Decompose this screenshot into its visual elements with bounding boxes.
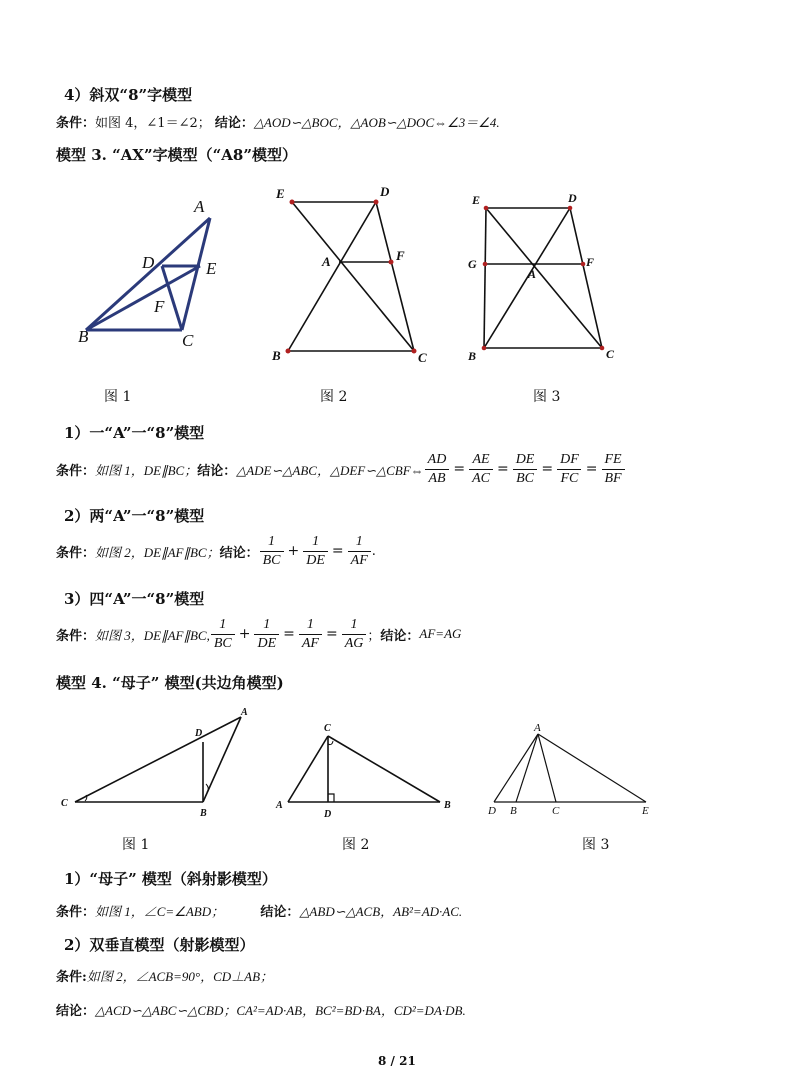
two-a-one-8-statement <box>56 530 376 572</box>
label-B: B <box>78 327 89 346</box>
condition-text: 如图 2，DE∥AF∥BC； <box>95 544 220 560</box>
label-C: C <box>552 805 560 817</box>
label-B: B <box>200 808 207 819</box>
fraction-ad-ab <box>425 451 450 488</box>
caption-figure-1: 图 1 <box>104 389 132 405</box>
page-number: 8 / 21 <box>378 1054 416 1068</box>
equals-sign: = <box>325 626 338 642</box>
label-D: D <box>142 253 155 272</box>
denominator: AC <box>469 469 493 488</box>
label-E: E <box>472 193 481 207</box>
denominator: AF <box>299 634 322 653</box>
one-a-one-8-statement <box>56 448 626 490</box>
fraction-1-bc <box>211 616 235 653</box>
label-B: B <box>510 805 517 817</box>
equals-sign: = <box>453 461 466 477</box>
label-G: G <box>468 257 477 271</box>
denominator: FC <box>557 469 581 488</box>
caption-figure-1: 图 1 <box>122 837 150 853</box>
heading-four-a-one-8: 3）四“A”一“8”模型 <box>64 590 205 608</box>
condition-text: 如图 1，DE∥BC； <box>95 462 198 478</box>
fraction-ae-ac <box>469 451 493 488</box>
caption-figure-3: 图 3 <box>533 389 561 405</box>
denominator: DE <box>303 551 328 570</box>
fraction-1-ag <box>342 616 367 653</box>
period: . <box>371 543 376 559</box>
numerator: 1 <box>312 533 320 549</box>
fraction-1-af <box>299 616 322 653</box>
equals-sign: = <box>331 543 344 559</box>
denominator: BC <box>513 469 537 488</box>
plus-sign: + <box>238 626 251 642</box>
label-A: A <box>322 254 331 269</box>
mother-child-statement <box>56 901 462 920</box>
numerator: 1 <box>350 616 358 632</box>
numerator: AE <box>472 451 490 467</box>
label-C: C <box>418 350 427 365</box>
caption-figure-2: 图 2 <box>320 389 348 405</box>
condition-label: 条件： <box>56 545 96 561</box>
double-perpendicular-condition <box>56 966 273 985</box>
heading-one-a-one-8: 1）一“A”一“8”模型 <box>64 424 205 442</box>
fraction-fe-bf <box>602 451 625 488</box>
numerator: FE <box>604 451 622 467</box>
condition-text: 如图 2，∠ACB=90°，CD⊥AB； <box>86 969 274 984</box>
numerator: DF <box>560 451 579 467</box>
label-D: D <box>380 184 390 199</box>
label-F: F <box>154 297 165 316</box>
label-F: F <box>396 248 405 263</box>
numerator: 1 <box>263 616 271 632</box>
model3-figure-2 <box>268 180 438 370</box>
label-A: A <box>276 800 283 811</box>
conclusion-label: 结论： <box>197 463 237 479</box>
label-E: E <box>206 259 217 278</box>
conclusion-label: 结论： <box>56 1004 96 1019</box>
condition-text: 如图 4，∠1＝∠2； <box>95 116 211 131</box>
denominator: BC <box>211 634 235 653</box>
denominator: AB <box>425 469 448 488</box>
label-D: D <box>488 805 496 817</box>
condition-label: 条件： <box>56 116 96 131</box>
model4-figure-1 <box>55 702 255 824</box>
fraction-1-de <box>303 533 328 570</box>
numerator: DE <box>515 451 535 467</box>
separator: ； <box>367 628 381 644</box>
conclusion-text: △ACD∽△ABC∽△CBD；CA²=AD·AB，BC²=BD·BA，CD²=DA·DB. <box>95 1003 466 1018</box>
heading-oblique-double-8: 4）斜双“8”字模型 <box>64 86 193 104</box>
fraction-1-af <box>348 533 371 570</box>
fraction-1-de <box>254 616 279 653</box>
conclusion-label: 结论： <box>260 905 300 920</box>
label-B: B <box>444 800 451 811</box>
conclusion-label: 结论： <box>380 628 420 644</box>
numerator: 1 <box>306 616 314 632</box>
caption-figure-2: 图 2 <box>342 837 370 853</box>
caption-figure-3: 图 3 <box>582 837 610 853</box>
label-E: E <box>276 186 285 201</box>
equals-sign: = <box>541 461 554 477</box>
condition-text: 如图 3，DE∥AF∥BC, <box>95 627 210 643</box>
conclusion-text: AF=AG <box>419 626 462 641</box>
label-E: E <box>642 805 649 817</box>
plus-sign: + <box>287 543 300 559</box>
denominator: BC <box>260 551 284 570</box>
label-D: D <box>568 191 577 205</box>
equals-sign: = <box>496 461 509 477</box>
label-A: A <box>241 707 248 718</box>
label-A: A <box>534 722 541 734</box>
condition-label: 条件： <box>56 463 96 479</box>
label-B: B <box>468 349 477 363</box>
denominator: BF <box>602 469 625 488</box>
label-C: C <box>182 331 194 350</box>
fraction-df-fc <box>557 451 582 488</box>
label-D: D <box>195 728 203 739</box>
heading-model-4: 模型 4. “母子” 模型(共边角模型) <box>56 674 284 692</box>
condition-text: 如图 1，∠C=∠ABD； <box>95 904 225 919</box>
label-C: C <box>61 798 68 809</box>
label-B: B <box>272 348 281 363</box>
denominator: DE <box>254 634 279 653</box>
label-D: D <box>324 809 332 820</box>
condition-label: 条件： <box>56 628 96 644</box>
numerator: 1 <box>219 616 227 632</box>
model4-figure-2 <box>272 716 462 824</box>
equals-sign: = <box>585 461 598 477</box>
numerator: 1 <box>268 533 276 549</box>
denominator: AG <box>342 634 367 653</box>
condition-label: 条件： <box>56 905 96 920</box>
conclusion-text: △AOD∽△BOC，△AOB∽△DOC⇔∠3＝∠4. <box>253 115 500 130</box>
heading-model-3: 模型 3. “AX”字模型（“A8”模型） <box>56 146 297 164</box>
label-A: A <box>194 197 205 216</box>
numerator: 1 <box>355 533 363 549</box>
label-C: C <box>324 723 331 734</box>
fraction-de-bc <box>513 451 538 488</box>
numerator: AD <box>427 451 447 467</box>
oblique-8-statement <box>56 112 500 131</box>
label-F: F <box>586 255 595 269</box>
fraction-1-bc <box>260 533 284 570</box>
conclusion-text: △ABD∽△ACB，AB²=AD·AC. <box>299 904 463 919</box>
heading-double-perpendicular: 2）双垂直模型（射影模型） <box>64 936 255 954</box>
denominator: AF <box>348 551 371 570</box>
four-a-one-8-statement <box>56 613 461 655</box>
condition-label: 条件: <box>56 970 87 985</box>
model3-figure-1 <box>70 190 240 355</box>
heading-two-a-one-8: 2）两“A”一“8”模型 <box>64 507 205 525</box>
label-C: C <box>606 347 615 361</box>
label-A: A <box>528 267 537 281</box>
double-perpendicular-conclusion <box>56 1000 466 1019</box>
model3-figure-3 <box>462 184 627 369</box>
conclusion-label: 结论： <box>219 545 259 561</box>
model4-figure-3 <box>484 718 664 822</box>
heading-mother-child: 1）“母子” 模型（斜射影模型） <box>64 870 277 888</box>
conclusion-label: 结论： <box>214 116 254 131</box>
conclusion-text: △ADE∽△ABC，△DEF∽△CBF⇔ <box>236 462 424 478</box>
equals-sign: = <box>283 626 295 642</box>
